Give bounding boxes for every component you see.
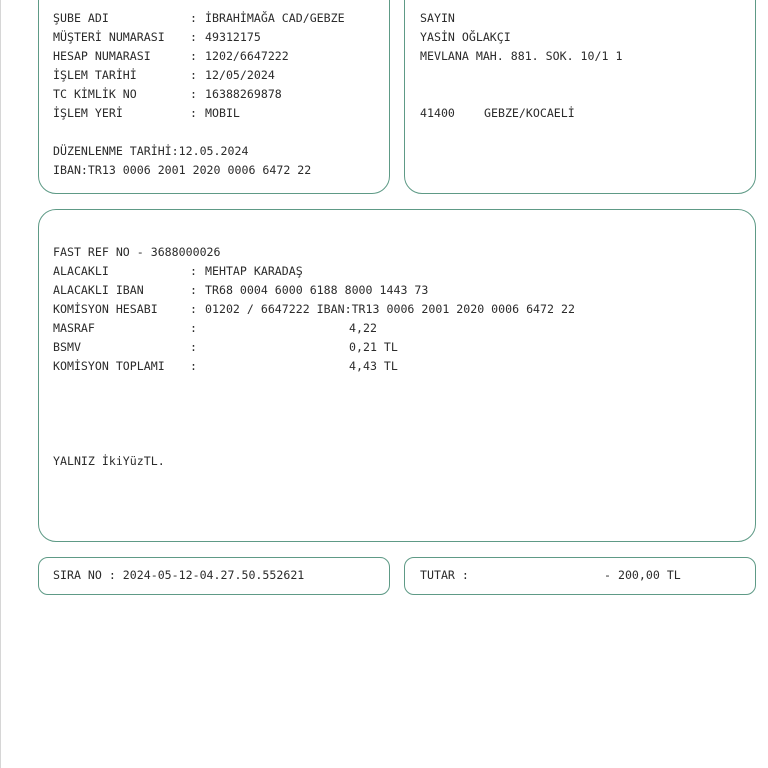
national-id-label: TC KİMLİK NO	[53, 87, 137, 101]
payee-label: ALACAKLI	[53, 264, 109, 278]
fee-colon: :	[190, 321, 197, 335]
national-id-value: 16388269878	[205, 87, 282, 101]
bsmv-value: 0,21 TL	[349, 340, 398, 354]
amount-label: TUTAR :	[420, 568, 469, 582]
fast-reference-number: FAST REF NO - 3688000026	[53, 245, 221, 259]
transaction-date-colon: :	[190, 68, 197, 82]
branch-name-label: ŞUBE ADI	[53, 11, 109, 25]
account-number-value: 1202/6647222	[205, 49, 289, 63]
account-number-label: HESAP NUMARASI	[53, 49, 151, 63]
customer-number-label: MÜŞTERİ NUMARASI	[53, 30, 165, 44]
commission-account-label: KOMİSYON HESABI	[53, 302, 158, 316]
issue-date: DÜZENLENME TARİHİ:12.05.2024	[53, 144, 249, 158]
customer-number-value: 49312175	[205, 30, 261, 44]
commission-total-colon: :	[190, 359, 197, 373]
bsmv-label: BSMV	[53, 340, 81, 354]
payee-iban-label: ALACAKLI IBAN	[53, 283, 144, 297]
fee-label: MASRAF	[53, 321, 95, 335]
payee-colon: :	[190, 264, 197, 278]
commission-total-label: KOMİSYON TOPLAMI	[53, 359, 165, 373]
payee-iban-value: TR68 0004 6000 6188 8000 1443 73	[205, 283, 429, 297]
branch-name-value: İBRAHİMAĞA CAD/GEBZE	[205, 11, 345, 25]
transaction-date-value: 12/05/2024	[205, 68, 275, 82]
commission-account-colon: :	[190, 302, 197, 316]
payee-value: MEHTAP KARADAŞ	[205, 264, 303, 278]
amount-in-words: YALNIZ İkiYüzTL.	[53, 454, 165, 468]
recipient-address: MEVLANA MAH. 881. SOK. 10/1 1	[420, 49, 623, 63]
commission-account-value: 01202 / 6647222 IBAN:TR13 0006 2001 2020 0006 6472 22	[205, 302, 575, 316]
bsmv-colon: :	[190, 340, 197, 354]
city: GEBZE/KOCAELİ	[484, 106, 575, 120]
customer-number-colon: :	[190, 30, 197, 44]
recipient-name: YASİN OĞLAKÇI	[420, 30, 511, 44]
transaction-place-label: İŞLEM YERİ	[53, 106, 123, 120]
page-edge	[0, 0, 1, 768]
amount-value: - 200,00 TL	[604, 568, 681, 582]
transaction-place-value: MOBIL	[205, 106, 240, 120]
payee-iban-colon: :	[190, 283, 197, 297]
branch-name-colon: :	[190, 11, 197, 25]
sequence-number: SIRA NO : 2024-05-12-04.27.50.552621	[53, 568, 305, 582]
transaction-date-label: İŞLEM TARİHİ	[53, 68, 137, 82]
account-number-colon: :	[190, 49, 197, 63]
fee-value: 4,22	[349, 321, 377, 335]
salutation: SAYIN	[420, 11, 455, 25]
national-id-colon: :	[190, 87, 197, 101]
commission-total-value: 4,43 TL	[349, 359, 398, 373]
transaction-place-colon: :	[190, 106, 197, 120]
sender-iban: IBAN:TR13 0006 2001 2020 0006 6472 22	[53, 163, 312, 177]
postal-code: 41400	[420, 106, 455, 120]
